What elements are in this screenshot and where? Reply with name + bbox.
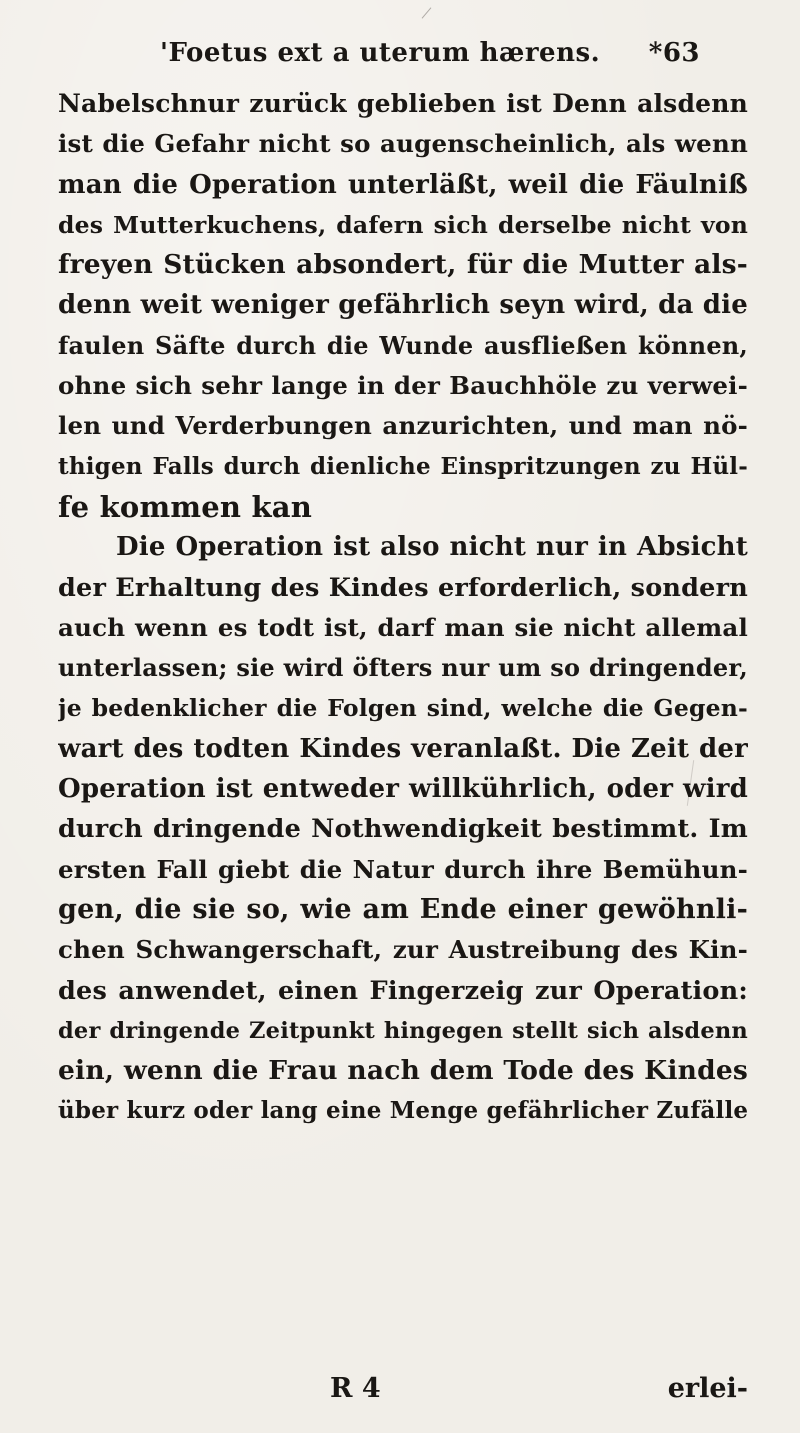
text-line: über kurz oder lang eine Menge gefährlicher Zufälle <box>58 1097 748 1125</box>
running-title: 'Foetus ext a uterum hærens. <box>160 38 601 68</box>
text-line: ohne sich sehr lange in der Bauchhöle zu verwei- <box>58 371 748 401</box>
text-line: thigen Falls durch dienliche Einspritzungen zu Hül- <box>58 452 748 480</box>
text-line-paragraph-end: fe kommen kan <box>58 489 313 524</box>
text-line: man die Operation unterläßt, weil die Fäulniß <box>58 169 748 200</box>
text-line: freyen Stücken absondert, für die Mutter als- <box>58 249 748 281</box>
text-line: ersten Fall giebt die Natur durch ihre Bemühun- <box>58 854 748 884</box>
text-line: denn weit weniger gefährlich seyn wird, da die <box>58 290 748 321</box>
paper-speck <box>422 7 432 18</box>
text-line: Nabelschnur zurück geblieben ist Denn alsdenn <box>58 89 748 118</box>
text-line: gen, die sie so, wie am Ende einer gewöhnli- <box>58 893 748 925</box>
text-line: des anwendet, einen Fingerzeig zur Operation: <box>58 975 748 1006</box>
text-line: ein, wenn die Frau nach dem Tode des Kindes <box>58 1055 748 1087</box>
text-line: chen Schwangerschaft, zur Austreibung des Kin- <box>58 935 748 965</box>
body-text <box>58 84 748 1132</box>
page-footer <box>0 1373 800 1413</box>
text-line-paragraph-start: Die Operation ist also nicht nur in Absicht <box>116 532 748 563</box>
text-line: faulen Säfte durch die Wunde ausfließen können, <box>58 330 748 360</box>
text-line: je bedenklicher die Folgen sind, welche die Gegen- <box>58 694 748 723</box>
page-number: *63 <box>648 38 700 68</box>
text-line: des Mutterkuchens, dafern sich derselbe nicht von <box>58 210 748 239</box>
running-header <box>160 38 700 72</box>
text-line: wart des todten Kindes veranlaßt. Die Zeit der <box>58 733 748 764</box>
signature-mark: R 4 <box>330 1373 381 1404</box>
text-line: auch wenn es todt ist, darf man sie nicht allemal <box>58 612 748 642</box>
text-line: der Erhaltung des Kindes erforderlich, sondern <box>58 572 748 603</box>
text-line: unterlassen; sie wird öfters nur um so dringender, <box>58 653 748 683</box>
text-line: ist die Gefahr nicht so augenscheinlich, als wenn <box>58 129 748 159</box>
text-line: Operation ist entweder willkührlich, oder wird <box>58 774 748 805</box>
text-line: der dringende Zeitpunkt hingegen stellt sich alsdenn <box>58 1017 748 1044</box>
text-line: len und Verderbungen anzurichten, und man nö- <box>58 411 748 441</box>
catchword: erlei- <box>667 1373 748 1404</box>
text-line: durch dringende Nothwendigkeit bestimmt. Im <box>58 814 748 845</box>
